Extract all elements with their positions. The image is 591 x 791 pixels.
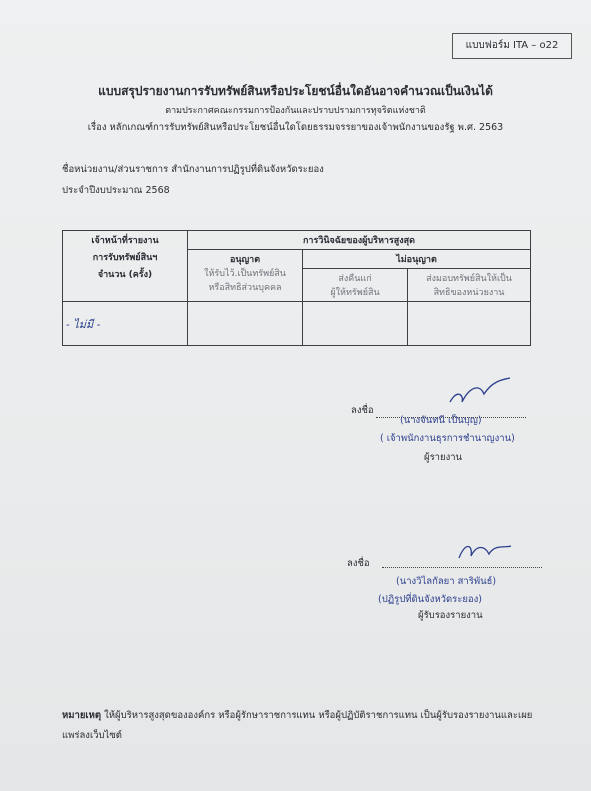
reporter-role: ผู้รายงาน [424,452,463,463]
approver-name: (นางวิไลกัลยา สาริพันธ์) [396,576,497,587]
table-row-value: - ไม่มี - [63,302,188,346]
decision-header: การวินิจฉัยของผู้บริหารสูงสุด [188,231,531,250]
reporter-count-header: เจ้าหน้าที่รายงาน การรับทรัพย์สินฯ จำนวน (ครั้ง) [63,231,188,302]
deny-deliver-header: ส่งมอบทรัพย์สินให้เป็น สิทธิของหน่วยงาน [408,269,531,302]
approver-dotted-line [382,560,542,571]
table-cell-empty [408,302,531,346]
reporter-position: ( เจ้าพนักงานธุรการชำนาญงาน) [380,433,515,444]
table-cell-empty [303,302,408,346]
reporter-signature-icon [440,378,520,408]
reporter-name: (นางจันทนี เป็นบุญ) [400,415,482,426]
document-subtitle-1: ตามประกาศคณะกรรมการป้องกันและปราบปรามการทุจริตแห่งชาติ [165,106,426,116]
agency-line: ชื่อหน่วยงาน/ส่วนราชการ สำนักงานการปฏิรูปที่ดินจังหวัดระยอง [62,164,324,175]
approve-sub-label: ให้รับไว้.เป็นทรัพย์สิน [204,269,286,279]
approver-sign-label: ลงชื่อ [347,558,370,569]
form-code-box: แบบฟอร์ม ITA – o22 [452,33,572,59]
approver-position: (ปฏิรูปที่ดินจังหวัดระยอง) [378,594,482,605]
footer-note [62,706,542,746]
note-label: หมายเหตุ [62,710,102,721]
approve-header: อนุญาต ให้รับไว้.เป็นทรัพย์สิน หรือสิทธิส่วนบุคคล [188,250,303,302]
document-subtitle-2: เรื่อง หลักเกณฑ์การรับทรัพย์สินหรือประโยชน์อื่นใดโดยธรรมจรรยาของเจ้าพนักงานของรัฐ พ.ศ. 2563 [87,122,504,133]
report-table [62,230,531,346]
document-title: แบบสรุปรายงานการรับทรัพย์สินหรือประโยชน์อื่นใดอันอาจคำนวณเป็นเงินได้ [98,84,493,98]
fiscal-year-line: ประจำปีงบประมาณ 2568 [62,185,170,196]
note-text: ให้ผู้บริหารสูงสุดขององค์กร หรือผู้รักษาราชการแทน หรือผู้ปฏิบัติราชการแทน เป็นผู้รับรองรายงานและเผยแพร่ลงเว็บไซต์ [62,710,533,741]
reporter-sign-label: ลงชื่อ [351,405,374,416]
deny-return-header: ส่งคืนแก่ ผู้ให้ทรัพย์สิน [303,269,408,302]
deny-header: ไม่อนุญาต [303,250,531,269]
approver-role: ผู้รับรองรายงาน [418,610,483,621]
table-cell-empty [188,302,303,346]
